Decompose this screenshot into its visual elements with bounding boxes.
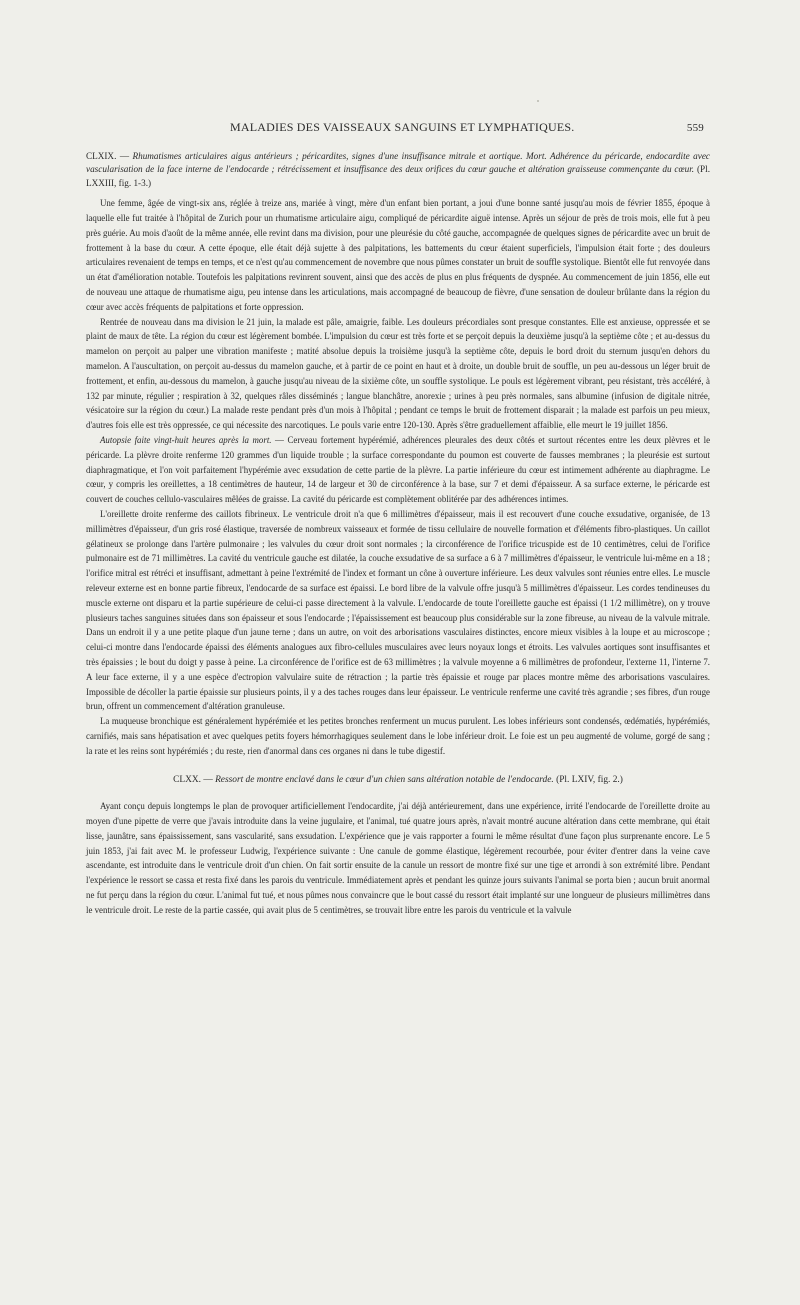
case-170-title: Ressort de montre enclavé dans le cœur d'un chien sans altération notable de l'endocarde. xyxy=(215,774,554,785)
case-169-number: CLXIX. xyxy=(86,151,117,161)
paper-speck xyxy=(537,100,539,102)
autopsy-lead: Autopsie faite vingt-huit heures après la mort. xyxy=(100,434,272,445)
case-169-paragraph-3: Autopsie faite vingt-huit heures après la mort. — Cerveau fortement hypérémié, adhérences pleurales des deux côtés et surtout récentes entre les deux plèvres et le péricarde. La plèvre droite renferme 120 grammes d'un liquide trouble ; la surface correspondante du poumon est couverte de fausses membranes ; la pleurésie est surtout diaphragmatique, et l'on voit parfaitement l'hypérémie avec exsudation de cette partie de la plèvre. La partie inférieure du cœur est intimement adhérente au diaphragme. Le cœur, y compris les oreillettes, a 18 centimètres de hauteur, 14 de largeur et 30 de circonférence à la base, sur 7 et demi d'épaisseur. A sa surface externe, le péricarde est couvert de couches cellulo-vasculaires mêlées de graisse. La cavité du péricarde est complètement oblitérée par des adhérences intimes. xyxy=(86,434,711,505)
case-169-paragraph-2: Rentrée de nouveau dans ma division le 21 juin, la malade est pâle, amaigrie, faible. Les douleurs précordiales sont presque constantes. Elle est anxieuse, oppressée et se plaint de maux de tête. La région du cœur est légèrement bombée. L'impulsion du cœur est très forte et se perçoit depuis la deuxième jusqu'à la septième côte ; et au-dessus du mamelon on perçoit au palper une vibration manifeste ; matité absolue depuis la troisième jusqu'à la septième côte, depuis le bord droit du sternum jusqu'en dehors du mamelon. A l'auscultation, on perçoit au-dessus du mamelon gauche, et à partir de ce point en haut et à droite, un double bruit de souffle, un peu au-dessous un léger bruit de frottement, et enfin, au-dessous du mamelon, à gauche jusqu'au niveau de la sixième côte, un souffle systolique. Le pouls est légèrement vibrant, peu résistant, très accéléré, à 132 par minute, régulier ; respiration à 32, quelques râles disséminés ; langue blanchâtre, anorexie ; urines à peu près normales, sans albumine (infusion de digitale nitrée, vésicatoire sur la région du cœur.) La malade reste pendant près d'un mois à l'hôpital ; pendant ce temps le bruit de frottement disparait ; la malade est parfois un peu mieux, d'autres fois elle est très oppressée, ce qui nécessite des narcotiques. Le pouls varie entre 120-130. Après s'être graduellement affaiblie, elle meurt le 19 juillet 1856. xyxy=(86,316,710,431)
case-170-number: CLXX. xyxy=(173,774,202,785)
case-169-heading: CLXIX. — Rhumatismes articulaires aigus antérieurs ; péricardites, signes d'une insuffisance mitrale et aortique. Mort. Adhérence du péricarde, endocardite avec vascularisation de la face interne de l'endocarde ; rétrécissement et insuffisance des deux orifices du cœur gauche et altération graisseuse commençante du cœur. (Pl. LXXIII, fig. 1-3.) xyxy=(86,151,710,188)
page-number: 559 xyxy=(686,122,704,134)
case-169-paragraph-1: Une femme, âgée de vingt-six ans, réglée à treize ans, mariée à vingt, mère d'un enfant bien portant, a joui d'une bonne santé jusqu'au mois de février 1855, époque à laquelle elle fut traitée à l'hôpital de Zurich pour un rhumatisme articulaire aigu, compliqué de péricardite aiguë intense. Après un séjour de près de trois mois, elle fut à peu près guérie. Au mois d'août de la même année, elle revint dans ma division, pour une pleurésie du côté gauche, accompagnée de quelques signes de péricardite avec un bruit de frottement à la base du cœur. A cette époque, elle était déjà sujette à des palpitations, les battements du cœur étaient superficiels, l'impulsion était forte ; des douleurs articulaires revenaient de temps en temps, et ce n'est qu'au commencement de novembre que nous pûmes constater un bruit de souffle systolique. Bientôt elle fut renvoyée dans un état d'amélioration notable. Toutefois les palpitations revinrent souvent, ainsi que des accès de plus en plus fréquents de dyspnée. Au commencement de juin 1856, elle eut de nouveau une attaque de rhumatisme aigu, peu intense dans les articulations, mais accompagné de beaucoup de fièvre, d'une sensation de douleur brûlante dans la région du cœur avec accès fréquents de palpitations et forte oppression. xyxy=(86,198,710,312)
case-169-paragraph-5: La muqueuse bronchique est généralement hypérémiée et les petites bronches renferment un mucus purulent. Les lobes inférieurs sont condensés, œdématiés, hypérémiés, carnifiés, mais sans hépatisation et avec quelques petits foyers hémorrhagiques seulement dans le lobe inférieur droit. Le foie est un peu augmenté de volume, gorgé de sang ; la rate et les reins sont hypérémiés ; du reste, rien d'anormal dans ces organes ni dans le tube digestif. xyxy=(86,716,710,756)
running-title: MALADIES DES VAISSEAUX SANGUINS ET LYMPHATIQUES. xyxy=(230,120,575,134)
page-body xyxy=(86,150,710,918)
case-169-paragraph-4: L'oreillette droite renferme des caillots fibrineux. Le ventricule droit n'a que 6 millimètres d'épaisseur, mais il est recouvert d'une couche exsudative, organisée, de 13 millimètres d'épaisseur, d'un gris rosé élastique, traversée de nombreux vaisseaux et formée de tissu cellulaire de nouvelle formation et d'éléments fibro-plastiques. Un caillot gélatineux se prolonge dans l'artère pulmonaire ; les valvules du cœur droit sont normales ; la circonférence de l'orifice tricuspide est de 10 centimètres, celui de l'orifice pulmonaire est de 71 millimètres. La cavité du ventricule gauche est dilatée, la couche exsudative de sa surface a 6 à 7 millimètres d'épaisseur, le ventricule lui-même en a 18 ; l'orifice mitral est rétréci et insuffisant, admettant à peine l'extrémité de l'index et formant un cône à ouverture inférieure. Les deux valvules sont réunies entre elles. Le muscle releveur externe est en bonne partie fibreux, l'endocarde de sa surface est épaissi. Le bord libre de la valvule offre jusqu'à 5 millimètres d'épaisseur. Les cordes tendineuses du muscle externe ont disparu et la partie supérieure de celui-ci passe directement à la valvule. L'endocarde de toute l'oreillette gauche est épaissi (1 1/2 millimètre), on y trouve plusieurs taches sanguines situées dans son épaisseur et sous l'endocarde ; l'épaississement est beaucoup plus considérable sur la zone fibreuse, au niveau de la valvule mitrale. Dans un endroit il y a une petite plaque d'un jaune terne ; dans un autre, on voit des arborisations vasculaires distinctes, encore mieux visibles à la loupe et au microscope ; celui-ci montre dans l'endocarde épaissi des éléments analogues aux fibro-cellules musculaires avec leurs noyaux longs et étroits. Les valvules aortiques sont insuffisantes et très épaissies ; le bout du doigt y passe à peine. La circonférence de l'orifice est de 63 millimètres ; la valvule moyenne a 6 millimètres de profondeur, l'externe 11, l'interne 7. A leur face externe, il y a une espèce d'ectropion valvulaire suite de rétraction ; la partie très épaissie et rouge par places montre même des arborisations vasculaires. Impossible de décoller la partie épaissie sur plusieurs points, il y a des taches rouges dans leur épaisseur. Le ventricule renferme une cavité très agrandie ; ses fibres, d'un rouge brun, offrent un commencement d'altération granuleuse. xyxy=(86,508,710,712)
case-170-paragraph-1: Ayant conçu depuis longtemps le plan de provoquer artificiellement l'endocardite, j'ai déjà antérieurement, dans une expérience, irrité l'endocarde de l'oreillette droite au moyen d'une pipette de verre que j'avais introduite dans la veine jugulaire, et l'animal, tué quatre jours après, n'avait montré aucune altération dans cette membrane, qui était lisse, jaunâtre, sans épaississement, sans vascularité, sans exsudation. L'expérience que je vais rapporter a fourni le même résultat d'une façon plus surprenante encore. Le 5 juin 1853, j'ai fait avec M. le professeur Ludwig, l'expérience suivante : Une canule de gomme élastique, légèrement recourbée, pour éviter d'entrer dans la veine cave ascendante, est introduite dans le ventricule droit d'un chien. On fait sortir ensuite de la canule un ressort de montre fixé sur une tige et arrondi à son extrémité libre. Pendant l'expérience le ressort se cassa et resta fixé dans les parois du ventricule. Immédiatement après et pendant les quinze jours suivants l'animal se porta bien ; aucun bruit anormal ne fut perçu dans la région du cœur. L'animal fut tué, et nous pûmes nous convaincre que le bout cassé du ressort était implanté sur une longueur de plusieurs millimètres dans le ventricule droit. Le reste de la partie cassée, qui avait plus de 5 centimètres, se trouvait libre entre les parois du ventricule et la valvule xyxy=(86,801,710,915)
case-169-title: Rhumatismes articulaires aigus antérieurs ; péricardites, signes d'une insuffisance mitrale et aortique. Mort. Adhérence du péricarde, endocardite avec vascularisation de la face interne de l'endocarde ; rétrécissement et insuffisance des deux orifices du cœur gauche et altération graisseuse commençante du cœur. xyxy=(86,151,710,175)
case-170-plate-ref: (Pl. LXIV, fig. 2.) xyxy=(556,774,623,785)
case-169-plate-ref: (Pl. LXXIII, fig. 1-3.) xyxy=(86,164,710,188)
case-170-heading: CLXX. — Ressort de montre enclavé dans le cœur d'un chien sans altération notable de l'endocarde. (Pl. LXIV, fig. 2.) xyxy=(173,774,623,785)
